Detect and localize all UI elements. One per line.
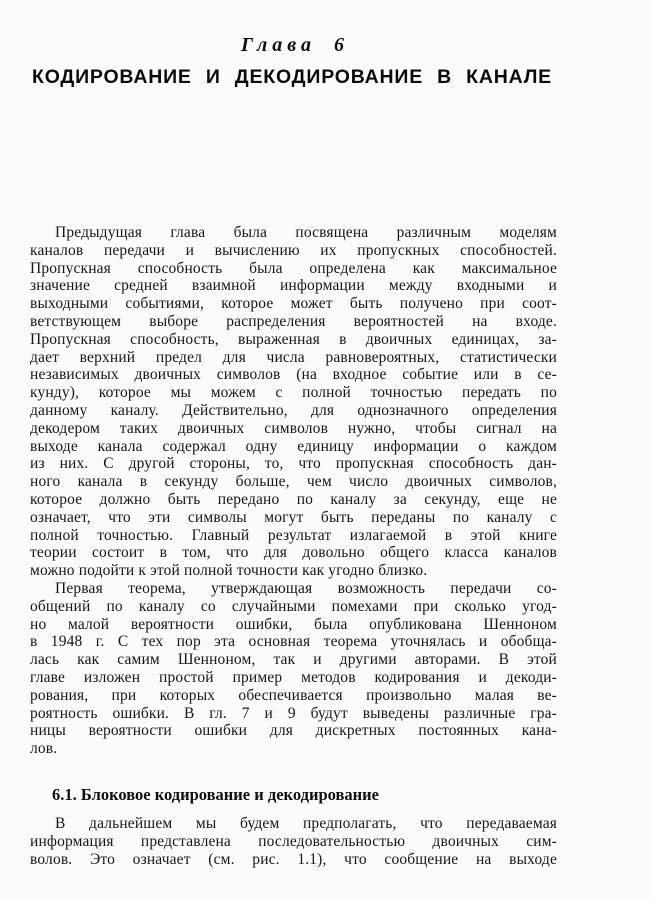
- paragraph: [30, 580, 557, 758]
- text-line: Первая теорема, утверждающая возможность передачи со-: [55, 579, 557, 597]
- text-line: общений по каналу со случайными помехами при сколько угод-: [30, 597, 557, 615]
- text-line: В дальнейшем мы будем предполагать, что передаваемая: [55, 814, 557, 832]
- text-line: информация представлена последовательностью двоичных сим-: [30, 832, 557, 850]
- text-line: данному каналу. Действительно, для однозначного определения: [30, 401, 557, 419]
- text-line: Пропускная способность была определена как максимальное: [30, 259, 557, 277]
- text-line: выходе канала содержал одну единицу информации о каждом: [30, 437, 557, 455]
- text-line: означает, что эти символы могут быть переданы по каналу с: [30, 508, 557, 526]
- text-line: теории состоит в том, что для довольно общего класса каналов: [30, 544, 557, 562]
- text-line: лась как самим Шенноном, так и другими авторами. В этой: [30, 651, 557, 669]
- text-line: дает верхний предел для числа равновероятных, статистически: [30, 348, 557, 366]
- section-heading: 6.1. Блоковое кодирование и декодирование: [52, 784, 379, 804]
- text-line: выходными событиями, которое может быть получено при соот-: [30, 295, 557, 313]
- text-line: из них. С другой стороны, то, что пропускная способность дан-: [30, 455, 557, 473]
- chapter-heading: Глава 6: [240, 34, 350, 56]
- text-line: значение средней взаимной информации между входными и: [30, 277, 557, 295]
- text-line: можно подойти к этой полной точности как угодно близко.: [30, 562, 428, 580]
- section-paragraphs: [30, 815, 557, 868]
- text-line: ницы вероятности ошибки для дискретных постоянных кана-: [30, 722, 557, 740]
- text-line: волов. Это означает (см. рис. 1.1), что сообщение на выходе: [30, 850, 557, 868]
- text-line: лов.: [30, 740, 58, 758]
- text-line: независимых двоичных символов (на входное событие или в се-: [30, 366, 557, 384]
- text-line: которое должно быть передано по каналу за секунду, еще не: [30, 490, 557, 508]
- text-line: в 1948 г. С тех пор эта основная теорема уточнялась и обобща-: [30, 633, 557, 651]
- text-line: роятность ошибки. В гл. 7 и 9 будут выведены различные гра-: [30, 704, 557, 722]
- text-line: Пропускная способность, выраженная в двоичных единицах, за-: [30, 330, 557, 348]
- text-line: рования, при которых обеспечивается произвольно малая ве-: [30, 686, 557, 704]
- chapter-title: КОДИРОВАНИЕ И ДЕКОДИРОВАНИЕ В КАНАЛЕ: [32, 66, 552, 88]
- page-body: [30, 224, 557, 868]
- intro-paragraphs: [30, 224, 557, 758]
- text-line: кунду), которое мы можем с полной точностью передать по: [30, 384, 557, 402]
- paragraph: [30, 224, 557, 580]
- text-line: ного канала в секунду больше, чем число двоичных символов,: [30, 473, 557, 491]
- text-line: главе изложен простой пример методов кодирования и декоди-: [30, 668, 557, 686]
- text-line: каналов передачи и вычислению их пропускных способностей.: [30, 241, 557, 259]
- text-line: полной точностью. Главный результат излагаемой в этой книге: [30, 526, 557, 544]
- text-line: декодером таких двоичных символов нужно, чтобы сигнал на: [30, 419, 557, 437]
- text-line: Предыдущая глава была посвящена различным моделям: [55, 224, 557, 241]
- text-line: ветствующем выборе распределения вероятностей на входе.: [30, 312, 557, 330]
- text-line: но малой вероятности ошибки, была опубликована Шенноном: [30, 615, 557, 633]
- paragraph: [30, 815, 557, 868]
